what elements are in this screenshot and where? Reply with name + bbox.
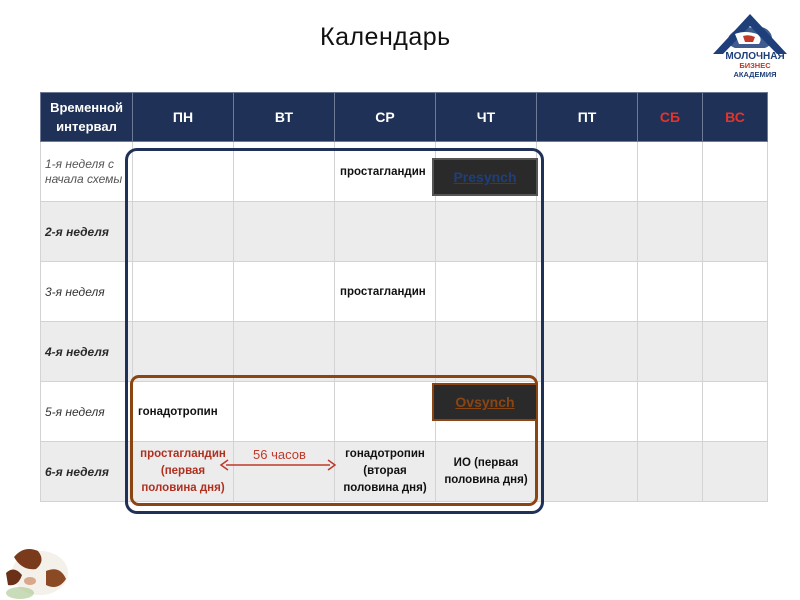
header-thu: ЧТ — [436, 93, 537, 142]
header-sun: ВС — [703, 93, 768, 142]
table-cell — [703, 322, 768, 382]
header-tue: ВТ — [234, 93, 335, 142]
table-cell: простагландин — [335, 142, 436, 202]
table-cell — [537, 142, 638, 202]
header-time-interval: Временной интервал — [41, 93, 133, 142]
page-title: Календарь — [320, 23, 451, 51]
header-sat: СБ — [638, 93, 703, 142]
table-cell — [638, 262, 703, 322]
table-cell: гонадотропин (вторая половина дня) — [335, 442, 436, 502]
row-label: 3-я неделя — [41, 262, 133, 322]
row-label: 6-я неделя — [41, 442, 133, 502]
table-cell — [703, 142, 768, 202]
table-cell — [638, 142, 703, 202]
row-label: 1-я неделя с начала схемы — [41, 142, 133, 202]
interval-label: 56 часов — [253, 447, 306, 462]
table-cell — [537, 442, 638, 502]
table-cell — [537, 202, 638, 262]
row-label: 4-я неделя — [41, 322, 133, 382]
table-cell — [638, 322, 703, 382]
table-cell — [638, 382, 703, 442]
table-cell: ИО (первая половина дня) — [436, 442, 537, 502]
table-cell — [537, 382, 638, 442]
double-arrow-icon — [218, 458, 338, 472]
table-cell: простагландин — [335, 262, 436, 322]
table-cell — [703, 382, 768, 442]
ovsynch-label: Ovsynch — [432, 383, 538, 421]
logo-line-3: АКАДЕМИЯ — [733, 70, 777, 79]
row-label: 5-я неделя — [41, 382, 133, 442]
table-cell — [537, 262, 638, 322]
logo-text — [712, 52, 798, 79]
row-label: 2-я неделя — [41, 202, 133, 262]
table-cell — [703, 202, 768, 262]
table-cell — [537, 322, 638, 382]
logo-line-1: МОЛОЧНАЯ — [725, 51, 785, 62]
table-cell — [638, 202, 703, 262]
header-fri: ПТ — [537, 93, 638, 142]
table-cell — [703, 442, 768, 502]
presynch-label: Presynch — [432, 158, 538, 196]
table-cell — [703, 262, 768, 322]
table-header-row — [41, 93, 768, 142]
header-wed: СР — [335, 93, 436, 142]
cow-icon — [0, 535, 75, 600]
logo-line-2: БИЗНЕС — [739, 61, 771, 70]
table-cell: простагландин (первая половина дня) — [133, 442, 234, 502]
table-cell — [638, 442, 703, 502]
header-mon: ПН — [133, 93, 234, 142]
table-cell: гонадотропин — [133, 382, 234, 442]
